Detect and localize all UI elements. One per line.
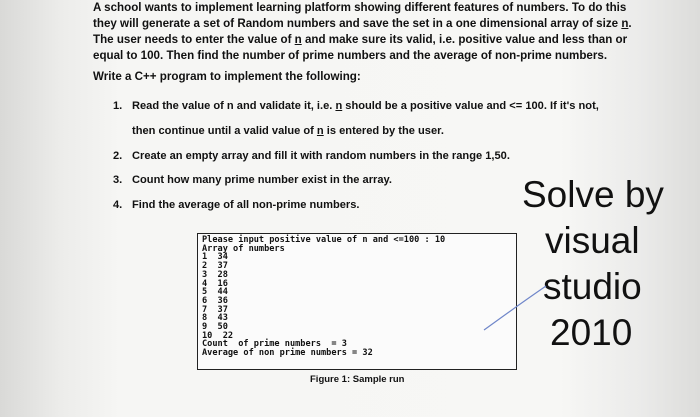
problem-description — [93, 0, 638, 64]
console-line: Please input positive value of n and <=100 : 10 — [202, 235, 446, 245]
figure-caption: Figure 1: Sample run — [310, 374, 405, 385]
requirement-text — [132, 100, 599, 112]
handwritten-note-line-4: 2010 — [550, 312, 633, 353]
console-line: Count of prime numbers = 3 — [202, 339, 347, 350]
console-line: 10 22 — [202, 330, 234, 341]
handwritten-note-line-1: Solve by — [522, 174, 664, 215]
console-line: 4 16 — [202, 278, 228, 289]
requirement-number: 4. — [113, 199, 123, 211]
console-line: 2 37 — [202, 261, 228, 272]
intro-line-3-text: The user needs to enter the value of — [93, 33, 295, 46]
requirement-number: 3. — [113, 174, 123, 186]
requirement-text: Find the average of all non-prime numbers. — [132, 199, 360, 211]
requirement-text-part: Read the value of n and validate it, i.e. — [132, 100, 336, 112]
requirement-text: Count how many prime number exist in the array. — [132, 174, 392, 186]
intro-line-3-end: and make sure its valid, i.e. positive value and less than or — [301, 33, 628, 46]
console-line: 3 28 — [202, 269, 228, 280]
requirement-number: 1. — [113, 100, 123, 112]
requirement-text: Create an empty array and fill it with random numbers in the range 1,50. — [132, 150, 510, 162]
intro-line-2-var: n — [621, 17, 629, 30]
console-line: 6 36 — [202, 295, 228, 306]
task-heading: Write a C++ program to implement the following: — [93, 70, 361, 83]
intro-line-2-end: . — [628, 17, 632, 30]
requirement-text — [132, 125, 444, 137]
intro-line-3-var: n — [294, 33, 302, 46]
pen-scribble-mark — [480, 278, 550, 338]
console-line: 1 34 — [202, 252, 228, 263]
requirement-var: n — [335, 100, 343, 112]
console-line: 7 37 — [202, 304, 228, 315]
requirement-number: 2. — [113, 150, 123, 162]
handwritten-note-line-3: studio — [543, 266, 642, 307]
requirement-text-part: then continue until a valid value of — [132, 125, 317, 137]
requirement-var: n — [316, 125, 324, 137]
console-line: Array of numbers — [202, 243, 285, 254]
requirement-text-part: is entered by the user. — [323, 125, 444, 137]
console-line: 9 50 — [202, 322, 228, 333]
intro-line-3 — [93, 32, 638, 48]
console-line: 8 43 — [202, 313, 228, 324]
intro-line-2-text: they will generate a set of Random numbers and save the set in a one dimensional array of size — [93, 17, 622, 30]
intro-line-1: A school wants to implement learning platform showing different features of numbers. To do this — [93, 1, 627, 14]
console-line: 5 44 — [202, 287, 228, 298]
console-line: Average of non prime numbers = 32 — [202, 348, 373, 359]
requirement-text-part: should be a positive value and <= 100. If it's not, — [342, 100, 599, 112]
intro-line-4: equal to 100. Then find the number of prime numbers and the average of non-prime numbers. — [93, 49, 608, 62]
intro-line-2 — [93, 16, 638, 32]
handwritten-note-line-2: visual — [545, 220, 640, 261]
sample-run-console — [197, 233, 517, 370]
